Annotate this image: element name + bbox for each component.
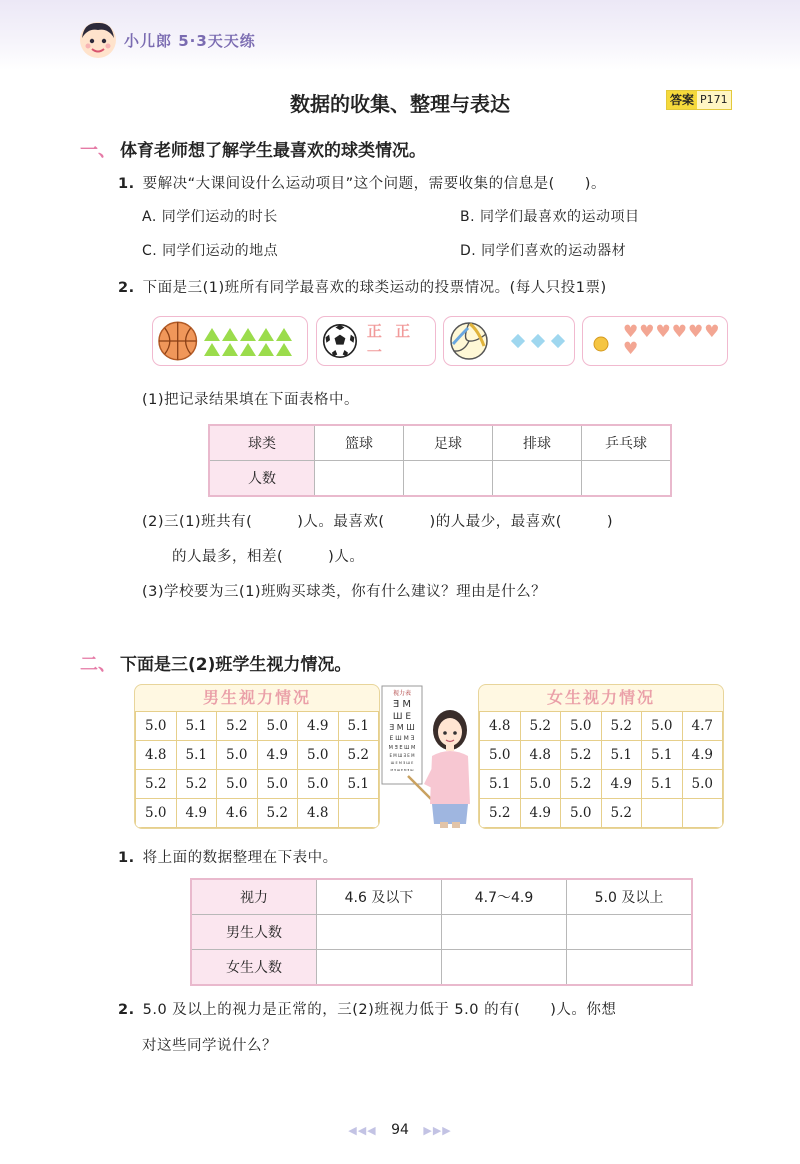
girls-vision-cell: 4.9	[682, 741, 723, 770]
girls-vision-cell: 5.2	[561, 770, 602, 799]
table-row	[480, 770, 723, 799]
s1-q2-number: 2.	[118, 280, 135, 296]
girls-vision-cell	[682, 799, 723, 828]
table-row	[191, 915, 692, 950]
boys-vision-cell: 5.0	[136, 799, 177, 828]
table-row	[136, 741, 379, 770]
table-header-cell: 乒乓球	[582, 425, 672, 461]
girls-vision-cell: 5.1	[642, 770, 683, 799]
boys-vision-cell: 5.0	[257, 712, 298, 741]
tally-mark: ♥	[671, 322, 687, 342]
section2-heading	[80, 650, 351, 676]
brand	[78, 20, 256, 60]
tally-mark: ♥	[623, 339, 639, 359]
table-row	[136, 770, 379, 799]
answer-tag	[666, 90, 732, 110]
tally-mark: ♥	[704, 322, 720, 342]
svg-text:Ǝ M Ш: Ǝ M Ш	[389, 723, 415, 732]
girls-vision-cell: 4.8	[480, 712, 521, 741]
table-header-cell: 视力	[191, 879, 317, 915]
tally-mark: ♥	[639, 322, 655, 342]
girls-vision-cell: 5.0	[561, 712, 602, 741]
answer-cell-girls-low[interactable]	[317, 950, 442, 986]
girls-vision-cell: 4.9	[601, 770, 642, 799]
girls-vision-cell: 5.1	[601, 741, 642, 770]
girls-vision-cell: 5.1	[480, 770, 521, 799]
section1-title: 体育老师想了解学生最喜欢的球类情况。	[120, 141, 426, 161]
page-footer	[0, 1122, 800, 1138]
tally-mark: ♥	[623, 322, 639, 342]
boys-vision-title: 男生视力情况	[202, 688, 311, 707]
boys-vision-cell: 4.9	[257, 741, 298, 770]
boys-vision-cell: 5.1	[176, 712, 217, 741]
table-header-cell: 5.0 及以上	[567, 879, 693, 915]
tally-card-basketball	[152, 316, 308, 366]
pingpong-ball-icon	[587, 320, 615, 362]
girls-vision-cell: 5.2	[601, 799, 642, 828]
table-row	[136, 799, 379, 828]
table-header-cell: 球类	[209, 425, 315, 461]
tally-marks-football: 正 正 一	[366, 322, 415, 361]
girls-vision-cell: 5.2	[520, 712, 561, 741]
s1-q1-option-d: D. 同学们喜欢的运动器材	[460, 243, 627, 259]
boys-vision-cell: 5.0	[298, 741, 339, 770]
tally-mark	[204, 328, 220, 341]
table-row-label: 人数	[209, 461, 315, 497]
boys-vision-cell: 5.0	[298, 770, 339, 799]
table-row	[480, 799, 723, 828]
volleyball-icon	[448, 320, 490, 362]
boys-vision-cell: 5.2	[217, 712, 258, 741]
answer-cell-volleyball[interactable]	[493, 461, 582, 497]
ball-sport-table	[208, 424, 672, 497]
page-title: 数据的收集、整理与表达	[290, 92, 510, 116]
table-row	[191, 879, 692, 915]
table-row	[136, 712, 379, 741]
table-row-label: 男生人数	[191, 915, 317, 950]
girls-vision-cell: 5.1	[642, 741, 683, 770]
s1-q1-text: 要解决“大课间设什么运动项目”这个问题，需要收集的信息是( )。	[142, 176, 606, 192]
tally-card-volleyball	[443, 316, 575, 366]
s1-q1	[118, 172, 606, 193]
section2-number: 二、	[80, 654, 116, 675]
boys-vision-cell: 4.6	[217, 799, 258, 828]
section1-number: 一、	[80, 140, 116, 161]
tally-marks-pingpong	[623, 324, 721, 358]
tally-card-pingpong	[582, 316, 728, 366]
girls-vision-cell: 5.0	[520, 770, 561, 799]
s1-q2-sub1: (1)把记录结果填在下面表格中。	[142, 392, 360, 408]
prev-arrows-icon: ◀◀◀	[348, 1124, 377, 1137]
girls-vision-cell: 4.8	[520, 741, 561, 770]
tally-mark	[240, 343, 256, 356]
boys-vision-cell	[338, 799, 379, 828]
brand-text: 小儿郎 5·3天天练	[124, 31, 256, 50]
svg-text:E Ш M Ǝ: E Ш M Ǝ	[389, 735, 415, 742]
girls-vision-cell: 5.0	[480, 741, 521, 770]
girls-vision-cell: 5.0	[642, 712, 683, 741]
answer-cell-girls-mid[interactable]	[442, 950, 567, 986]
girls-vision-cell: 5.2	[561, 741, 602, 770]
table-row	[209, 425, 671, 461]
svg-text:E M Ш Ǝ E M: E M Ш Ǝ E M	[389, 753, 415, 758]
table-row	[480, 712, 723, 741]
answer-cell-girls-high[interactable]	[567, 950, 693, 986]
svg-text:Ǝ M: Ǝ M	[392, 699, 412, 710]
boys-vision-cell: 5.2	[176, 770, 217, 799]
tally-mark: ♥	[655, 322, 671, 342]
football-icon	[321, 320, 359, 362]
eye-chart-label: 视力表	[392, 690, 412, 697]
eye-chart-girl-illustration	[380, 684, 478, 830]
answer-page: P171	[697, 91, 731, 109]
s1-q2-text: 下面是三(1)班所有同学最喜欢的球类运动的投票情况。(每人只投1票)	[142, 280, 607, 296]
tally-mark	[204, 343, 220, 356]
boys-vision-cell: 5.0	[136, 712, 177, 741]
answer-cell-boys-high[interactable]	[567, 915, 693, 950]
tally-mark	[276, 343, 292, 356]
girls-vision-cell	[642, 799, 683, 828]
boys-vision-cell: 4.9	[298, 712, 339, 741]
girls-vision-title: 女生视力情况	[546, 688, 655, 707]
boys-vision-table	[135, 711, 379, 828]
girls-vision-cell: 5.2	[480, 799, 521, 828]
s2-q1-text: 将上面的数据整理在下表中。	[142, 850, 338, 866]
boys-vision-cell: 4.8	[298, 799, 339, 828]
girls-vision-cell: 4.7	[682, 712, 723, 741]
tally-mark	[276, 328, 292, 341]
tally-mark	[222, 328, 238, 341]
boys-vision-cell: 5.1	[176, 741, 217, 770]
s2-q1	[118, 846, 338, 867]
answer-cell-basketball[interactable]	[315, 461, 404, 497]
table-header-cell: 排球	[493, 425, 582, 461]
s1-q1-option-b: B. 同学们最喜欢的运动项目	[460, 209, 640, 225]
girls-vision-panel	[478, 684, 724, 829]
page-number: 94	[391, 1122, 409, 1138]
tally-mark	[258, 328, 274, 341]
section2-title: 下面是三(2)班学生视力情况。	[120, 655, 352, 675]
boys-vision-cell: 5.0	[217, 741, 258, 770]
svg-text:Ш E: Ш E	[392, 712, 412, 722]
boys-vision-cell: 5.2	[257, 799, 298, 828]
s1-q2-sub2-line1: (2)三(1)班共有( )人。最喜欢( )的人最少，最喜欢( )	[142, 514, 614, 530]
s1-q2-sub2-line2: 的人最多，相差( )人。	[172, 549, 365, 565]
s1-q1-option-a: A. 同学们运动的时长	[142, 209, 278, 225]
answer-cell-boys-low[interactable]	[317, 915, 442, 950]
boys-vision-cell: 4.9	[176, 799, 217, 828]
tally-marks-volleyball	[508, 336, 568, 346]
s2-q2-line1	[118, 998, 616, 1019]
next-arrows-icon: ▶▶▶	[423, 1124, 452, 1137]
answer-cell-boys-mid[interactable]	[442, 915, 567, 950]
s1-q1-option-c: C. 同学们运动的地点	[142, 243, 279, 259]
s2-q2-text-a: 5.0 及以上的视力是正常的，三(2)班视力低于 5.0 的有( )人。你想	[142, 1002, 617, 1018]
boys-vision-cell: 5.2	[338, 741, 379, 770]
table-row	[209, 461, 671, 497]
svg-text:M Ǝ E Ш M: M Ǝ E Ш M	[388, 745, 416, 751]
boys-vision-cell: 4.8	[136, 741, 177, 770]
girls-vision-cell: 4.9	[520, 799, 561, 828]
tally-mark	[511, 334, 525, 348]
s1-q2-sub3: (3)学校要为三(1)班购买球类，你有什么建议？理由是什么？	[142, 584, 547, 600]
tally-mark	[551, 334, 565, 348]
svg-text:Ш E M Ǝ Ш E: Ш E M Ǝ Ш E	[390, 761, 414, 765]
s2-q2-line2: 对这些同学说什么？	[142, 1038, 277, 1054]
boys-vision-cell: 5.1	[338, 712, 379, 741]
boys-vision-cell: 5.2	[136, 770, 177, 799]
tally-card-football	[316, 316, 436, 366]
table-header-cell: 4.6 及以下	[317, 879, 442, 915]
section1-heading	[80, 136, 426, 162]
tally-marks-basketball	[204, 326, 307, 356]
s2-q2-number: 2.	[118, 1002, 135, 1018]
boys-vision-cell: 5.1	[338, 770, 379, 799]
table-row	[191, 950, 692, 986]
tally-mark	[531, 334, 545, 348]
mascot-icon	[78, 20, 118, 60]
girls-vision-cell: 5.2	[601, 712, 642, 741]
basketball-icon	[157, 320, 198, 362]
answer-cell-pingpong[interactable]	[582, 461, 672, 497]
answer-label: 答案	[667, 91, 697, 109]
tally-mark	[240, 328, 256, 341]
girls-vision-table	[479, 711, 723, 828]
boys-vision-cell: 5.0	[257, 770, 298, 799]
girls-vision-cell: 5.0	[561, 799, 602, 828]
s1-q2	[118, 276, 607, 297]
boys-vision-cell: 5.0	[217, 770, 258, 799]
table-row-label: 女生人数	[191, 950, 317, 986]
s2-q1-number: 1.	[118, 850, 135, 866]
vision-summary-table	[190, 878, 693, 986]
girls-vision-cell: 5.0	[682, 770, 723, 799]
table-row	[480, 741, 723, 770]
svg-text:M Ǝ Ш E M Ǝ Ш: M Ǝ Ш E M Ǝ Ш	[390, 768, 414, 772]
s1-q1-number: 1.	[118, 176, 135, 192]
table-header-cell: 4.7～4.9	[442, 879, 567, 915]
boys-vision-panel	[134, 684, 380, 829]
table-header-cell: 篮球	[315, 425, 404, 461]
table-header-cell: 足球	[404, 425, 493, 461]
answer-cell-football[interactable]	[404, 461, 493, 497]
tally-mark	[258, 343, 274, 356]
tally-mark	[222, 343, 238, 356]
tally-mark: ♥	[688, 322, 704, 342]
